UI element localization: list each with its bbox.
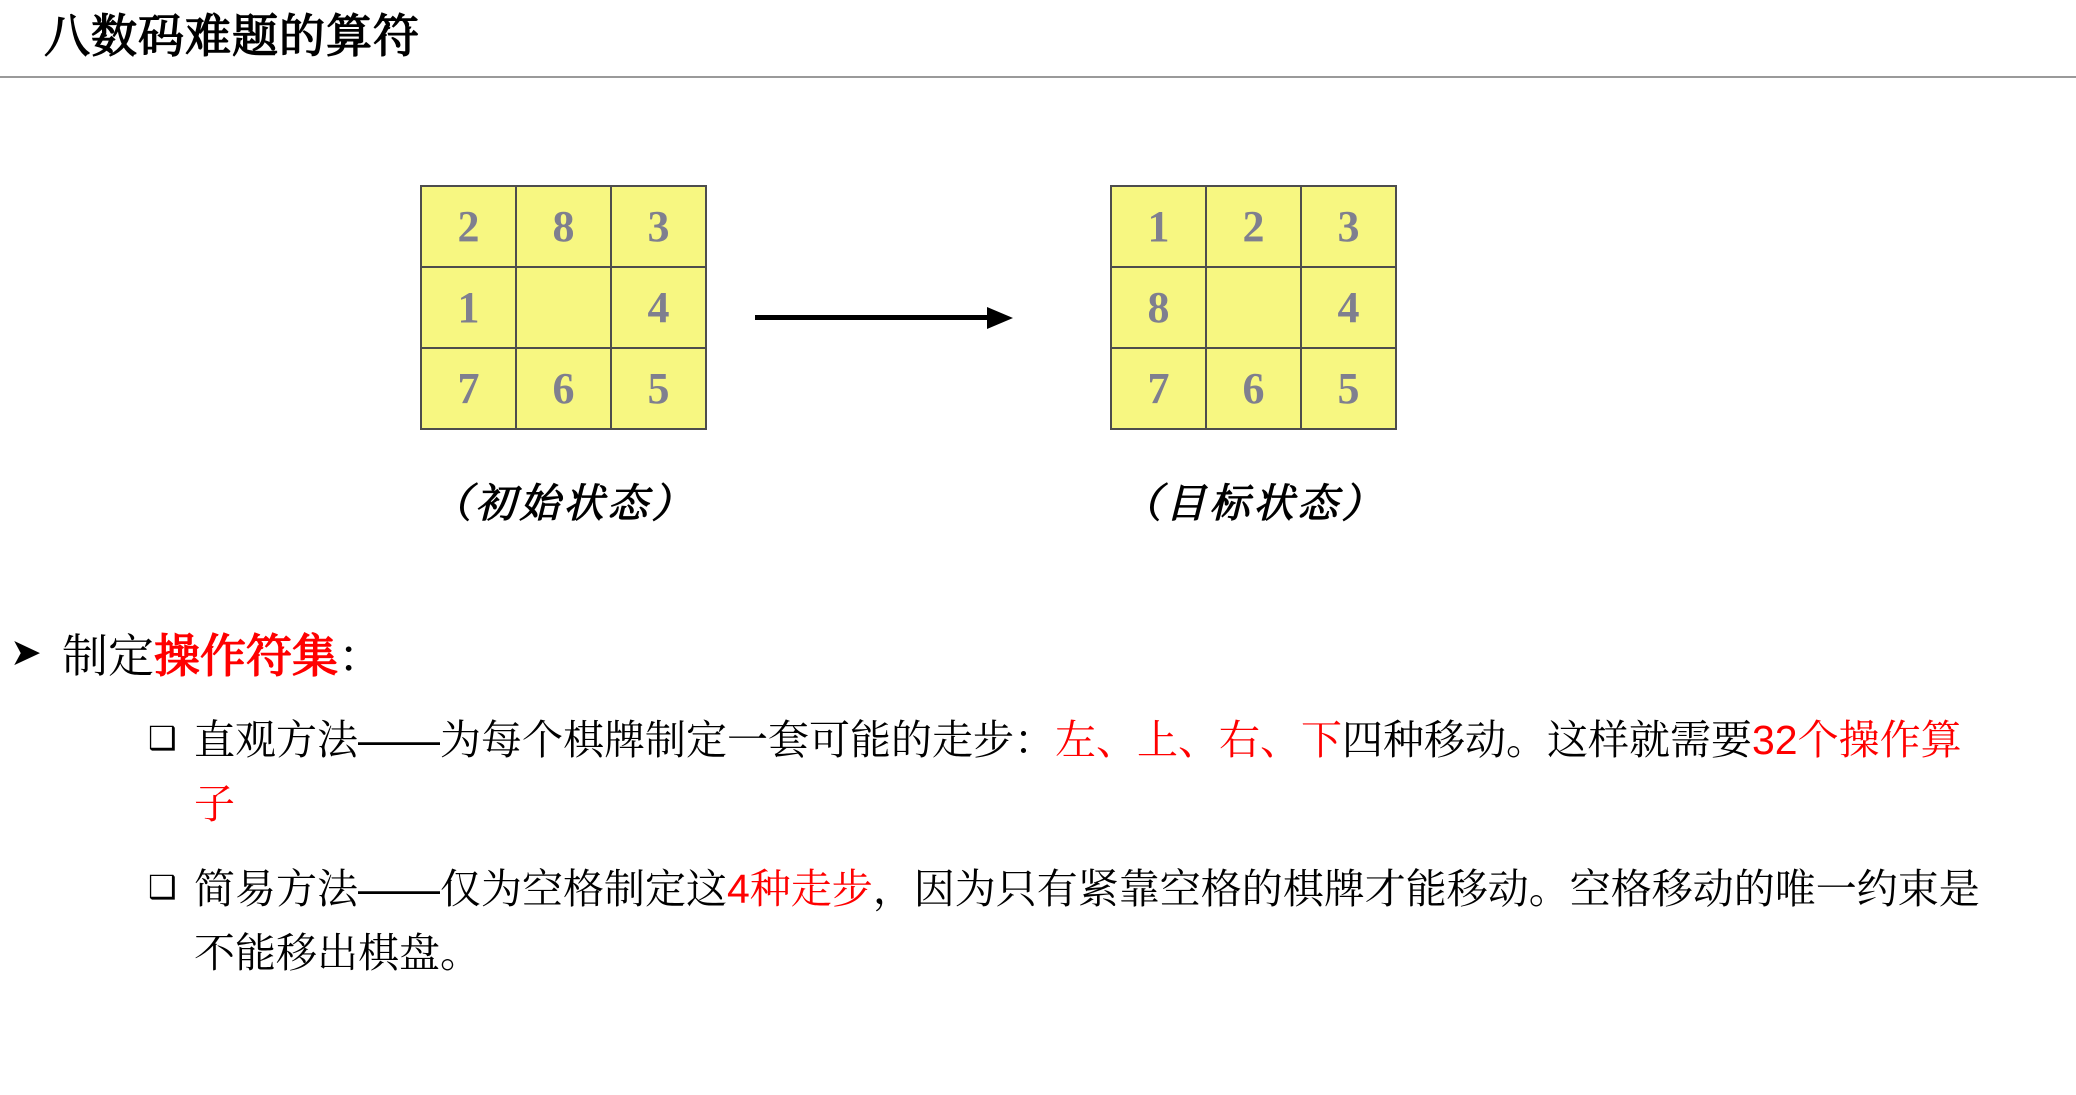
goal-state-group bbox=[1110, 185, 1397, 529]
arrow-bullet-icon: ➤ bbox=[10, 632, 42, 674]
text-run: 四种移动。这样就需要 bbox=[1342, 717, 1752, 764]
goal-state-caption: （目标状态） bbox=[1121, 481, 1386, 526]
table-row bbox=[421, 267, 706, 348]
tile: 3 bbox=[1301, 186, 1396, 267]
list-item-text bbox=[194, 709, 1994, 836]
table-row bbox=[1111, 348, 1396, 429]
tile: 8 bbox=[1111, 267, 1206, 348]
tile: 1 bbox=[1111, 186, 1206, 267]
tile: 2 bbox=[421, 186, 516, 267]
tile: 7 bbox=[1111, 348, 1206, 429]
text-run-highlight: 4种走步 bbox=[727, 866, 873, 913]
text-run-highlight: 32个操作算子 bbox=[194, 717, 1962, 827]
text-run: 直观方法——为每个棋牌制定一套可能的走步： bbox=[194, 717, 1055, 764]
list-item bbox=[0, 709, 2076, 836]
puzzle-diagram bbox=[0, 185, 2076, 565]
tile: 5 bbox=[1301, 348, 1396, 429]
table-row bbox=[1111, 267, 1396, 348]
tile-blank bbox=[1206, 267, 1301, 348]
tile: 3 bbox=[611, 186, 706, 267]
title-block bbox=[0, 8, 2076, 78]
tile: 1 bbox=[421, 267, 516, 348]
text-run: ，因为只有紧靠空格的棋牌才能移动。空格移动的唯一约束是不能移出棋盘。 bbox=[194, 866, 1980, 976]
page-title: 八数码难题的算符 bbox=[44, 10, 420, 62]
tile-blank bbox=[516, 267, 611, 348]
transition-arrow-icon bbox=[755, 307, 1015, 329]
initial-state-caption: （初始状态） bbox=[431, 481, 696, 526]
tile: 4 bbox=[611, 267, 706, 348]
bullet-level1-suffix: ： bbox=[338, 630, 384, 682]
square-bullet-icon: ❑ bbox=[148, 720, 177, 757]
tile: 6 bbox=[516, 348, 611, 429]
tile: 5 bbox=[611, 348, 706, 429]
tile: 4 bbox=[1301, 267, 1396, 348]
bullet-level1-text bbox=[62, 625, 384, 687]
arrow-shaft bbox=[755, 315, 995, 320]
tile: 2 bbox=[1206, 186, 1301, 267]
bullet-level1-prefix: 制定 bbox=[62, 630, 154, 682]
arrow-head bbox=[987, 307, 1013, 329]
tile: 7 bbox=[421, 348, 516, 429]
square-bullet-icon: ❑ bbox=[148, 869, 177, 906]
table-row bbox=[421, 348, 706, 429]
initial-state-grid bbox=[420, 185, 707, 430]
goal-state-grid bbox=[1110, 185, 1397, 430]
title-divider bbox=[0, 76, 2076, 78]
bullet-level1 bbox=[0, 625, 2076, 687]
list-item bbox=[0, 858, 2076, 985]
tile: 6 bbox=[1206, 348, 1301, 429]
bullet-level1-highlight: 操作符集 bbox=[154, 630, 338, 682]
body-content bbox=[0, 625, 2076, 985]
list-item-text bbox=[194, 858, 1994, 985]
text-run-highlight: 左、上、右、下 bbox=[1055, 717, 1342, 764]
initial-state-group bbox=[420, 185, 707, 529]
tile: 8 bbox=[516, 186, 611, 267]
text-run: 简易方法——仅为空格制定这 bbox=[194, 866, 727, 913]
table-row bbox=[421, 186, 706, 267]
table-row bbox=[1111, 186, 1396, 267]
